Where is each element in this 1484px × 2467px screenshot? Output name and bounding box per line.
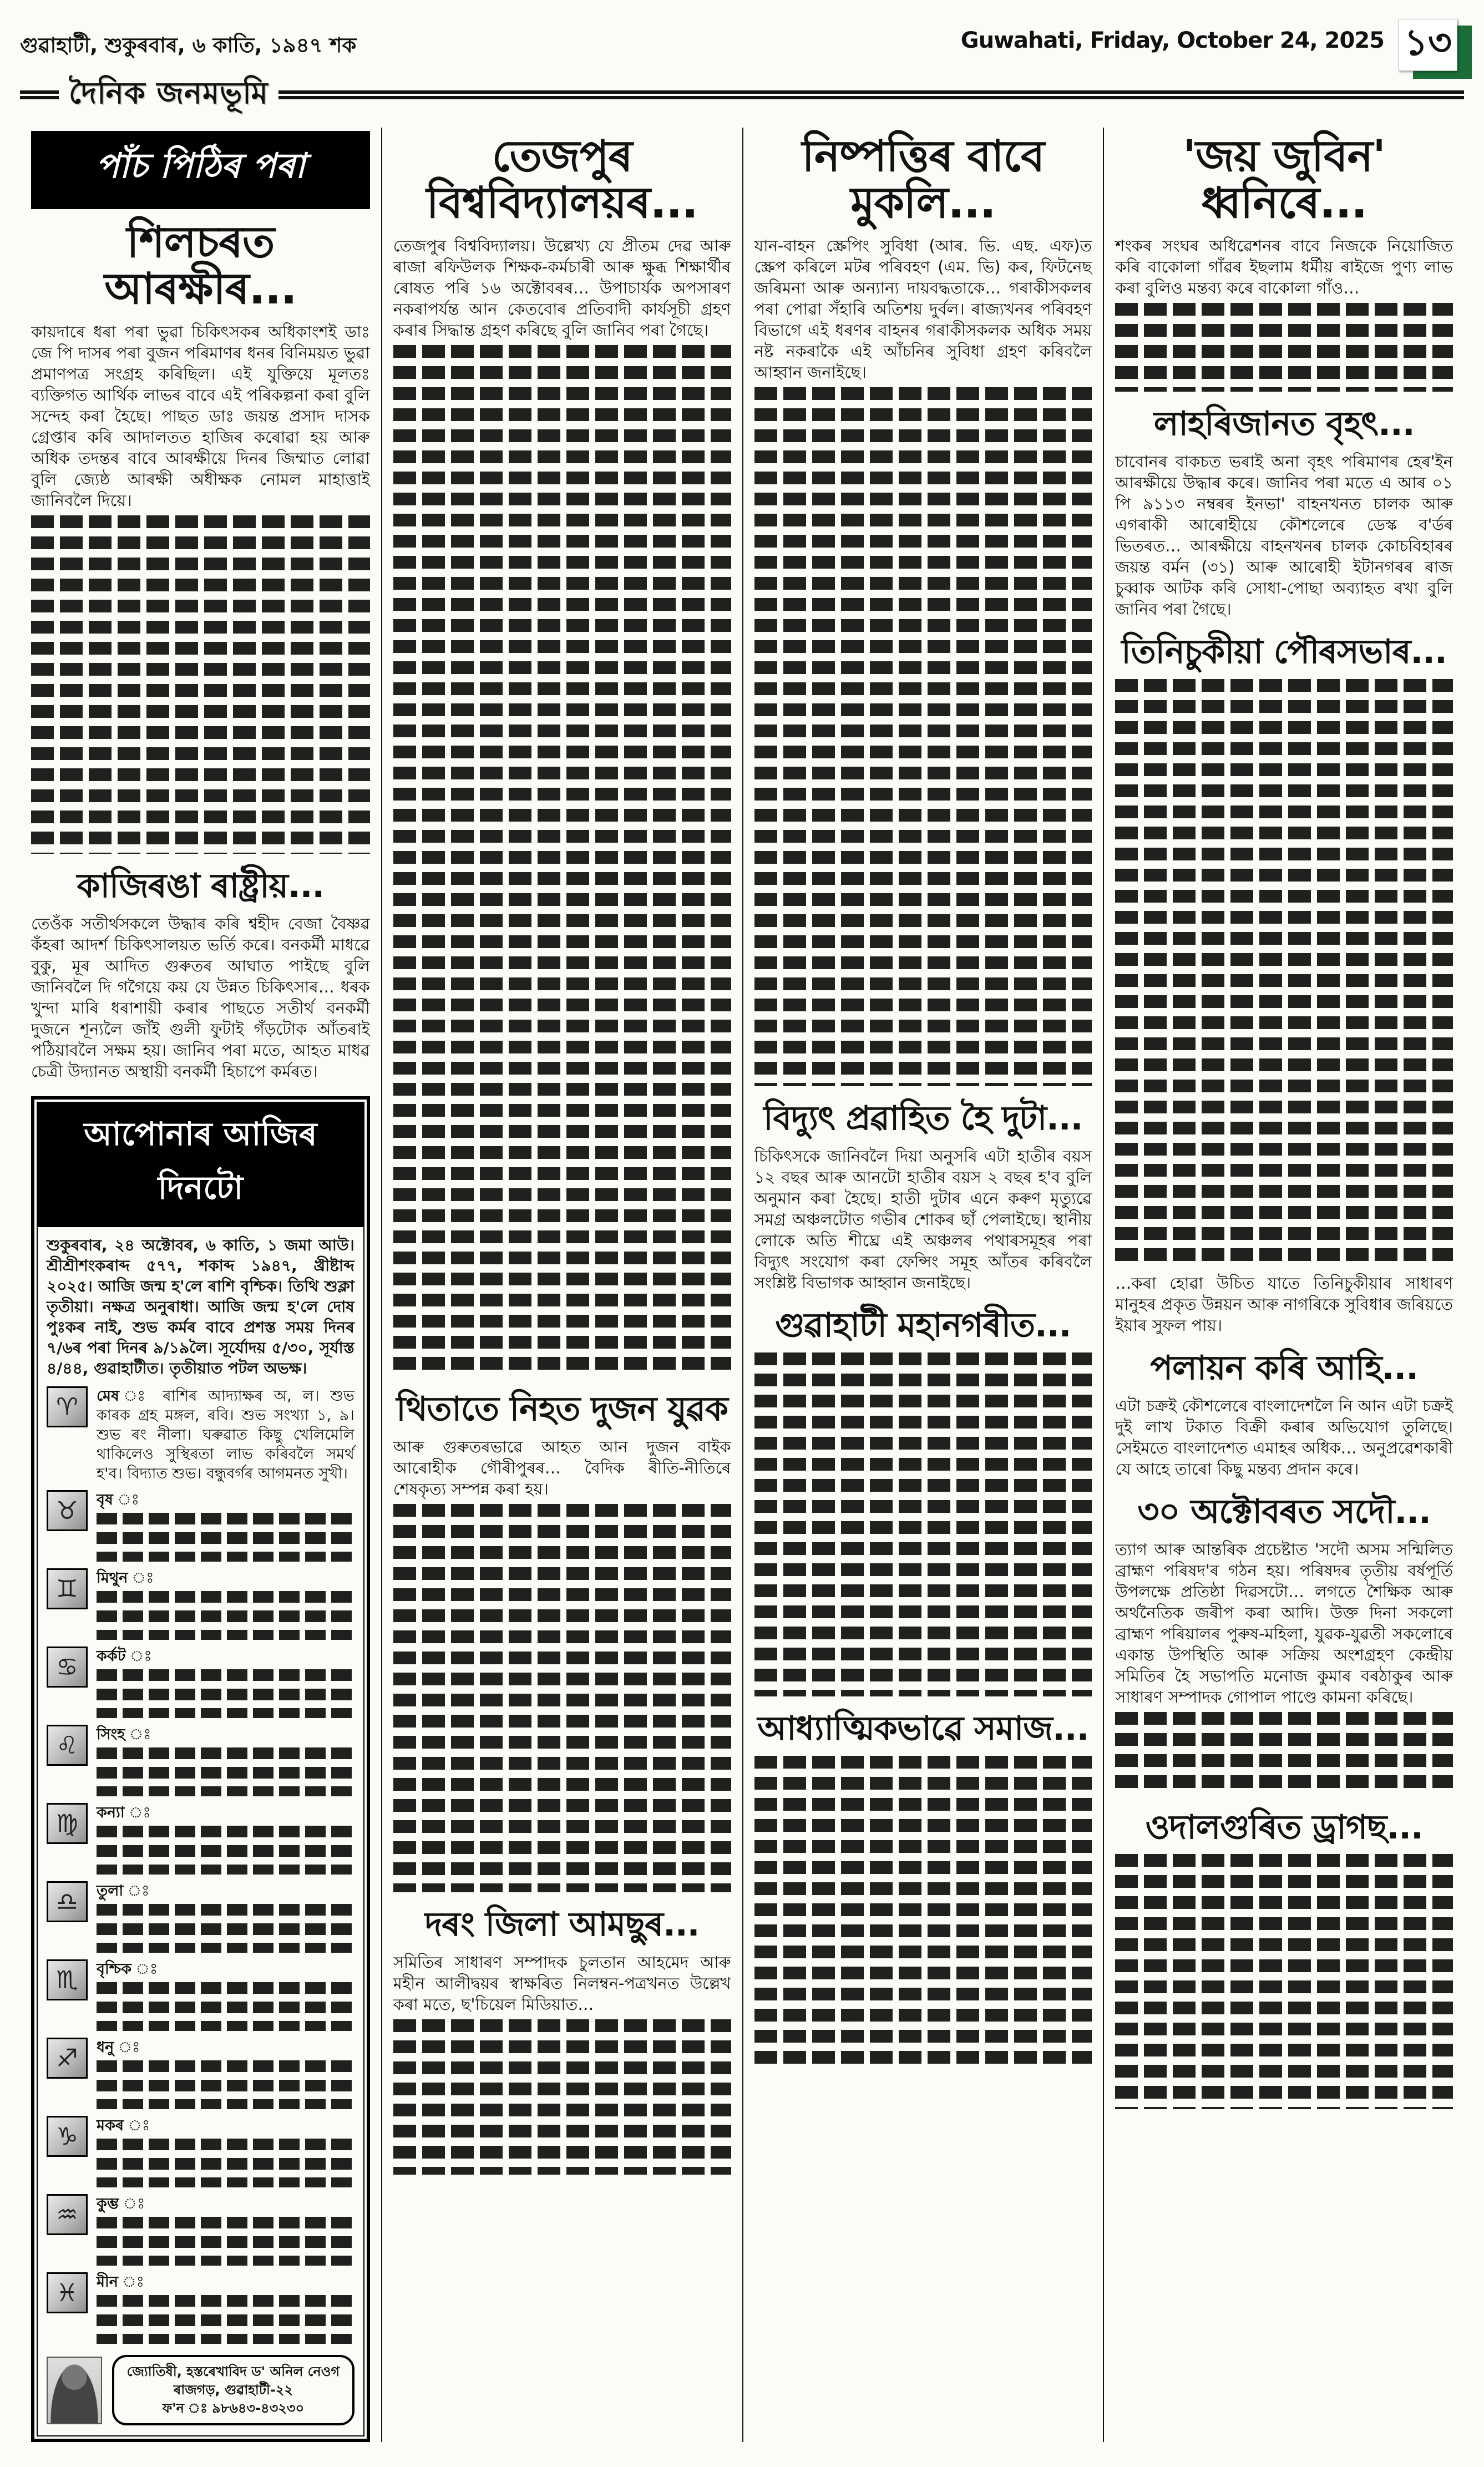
zodiac-separator: ঃ (119, 2195, 145, 2213)
astrologer-name: জ্যোতিষী, হস্তৰেখাবিদ ড' অনিল নেওগ (126, 2364, 340, 2380)
zodiac-row-libra (47, 1881, 354, 1953)
article-guwahati-city (754, 1308, 1092, 1696)
zodiac-row-leo (47, 1725, 354, 1796)
zodiac-separator: ঃ (124, 2117, 150, 2135)
zodiac-row-capricorn (47, 2116, 354, 2187)
zodiac-separator: ঃ (119, 1387, 163, 1405)
astrologer-address: ৰাজগড়, গুৱাহাটী-২২ (173, 2382, 293, 2398)
zodiac-name: বৃষ (97, 1491, 113, 1509)
gemini-icon: ♊ (47, 1568, 88, 1609)
cancer-icon: ♋ (47, 1647, 88, 1688)
column-2 (381, 128, 742, 2442)
article-body: তেওঁক সতীৰ্থসকলে উদ্ধাৰ কৰি শ্বহীদ বেজা বৈষ্ণৱ কঁহৰা আদৰ্শ চিকিৎসালয়ত ভৰ্তি কৰে। বনকৰ্মী মাধৱে বুকু, মূৰ আদিত গুৰুতৰ আঘাত পাইছে বুলি জানিবলৈ দি গগৈয়ে কয় যে উন্নত চিকিৎসাৰ… ধৰক খুন্দা মাৰি ধৰাশায়ী কৰাৰ পাছতে সতীৰ্থ বনকৰ্মী দুজনে শূন্যলৈ জাঁই গুলী ফুটাই গঁড়টোক আঁতৰাই পঠিয়াবলৈ সক্ষম হয়। জানিব পৰা মতে, আহত মাধৱ চেত্ৰী উদ্যানত অস্থায়ী বনকৰ্মী হিচাপে কৰ্মৰত। (31, 914, 370, 1081)
zodiac-name: মেষ (97, 1387, 119, 1405)
illegible-text-filler (393, 345, 731, 1377)
illegible-text-filler (393, 1504, 731, 1892)
zodiac-separator: ঃ (124, 1804, 151, 1822)
illegible-text-filler (97, 1982, 354, 2031)
page-number-box (1399, 19, 1464, 79)
zodiac-separator: ঃ (125, 1648, 152, 1665)
zodiac-row-taurus (47, 1490, 354, 1562)
illegible-text-filler (97, 1747, 354, 1796)
zodiac-name: কুম্ভ (97, 2195, 119, 2213)
aquarius-icon: ♒ (47, 2194, 88, 2235)
zodiac-name: মিথুন (97, 1569, 128, 1587)
article-scrapping-settlement (754, 133, 1092, 1086)
illegible-text-filler (97, 2217, 354, 2266)
zodiac-separator: ঃ (131, 1961, 158, 1978)
illegible-text-filler (97, 2295, 354, 2344)
masthead: দৈনিক জনমভূমি (69, 75, 269, 110)
article-tinsukia-municipality (1115, 634, 1453, 1336)
article-headline: তেজপুৰ বিশ্ববিদ্যালয়ৰ... (426, 131, 698, 229)
zodiac-name: মকৰ (97, 2117, 124, 2135)
zodiac-name: মীন (97, 2273, 118, 2291)
zodiac-row-aquarius (47, 2194, 354, 2266)
zodiac-text: ৰাশিৰ আদ্যাক্ষৰ অ, ল। শুভ কাৰক গ্ৰহ মঙ্গল, ৰবি। শুভ সংখ্যা ১, ৯। শুভ ৰং নীলা। ঘৰুৱাত কিছু খেলিমেলি থাকিলেও সুস্থিৰতা লাভ কৰিবলৈ সমৰ্থ হ'ব। বিদ্যাত শুভ। বন্ধুবৰ্গৰ আগমনত সুখী। (97, 1387, 354, 1483)
article-body: তেজপুৰ বিশ্ববিদ্যালয়। উল্লেখ্য যে প্ৰীতম দেৱ আৰু ৰাজা ৰফিউলক শিক্ষক-কৰ্মচাৰী আৰু ক্ষুব্ধ শিক্ষাৰ্থীৰ ৰোষত পৰি ১৬ অক্টোবৰৰ… উপাচাৰ্যক অপসাৰণ নকৰাপৰ্যন্ত আন কেতবোৰ প্ৰতিবাদী কাৰ্যসূচী গ্ৰহণ কৰাৰ সিদ্ধান্ত গ্ৰহণ কৰিছে বুলি জানিব পৰা গৈছে। (393, 236, 731, 340)
zodiac-name: তুলা (97, 1882, 124, 1900)
astrologer-photo (47, 2357, 102, 2424)
article-udalguri-drugs (1115, 1807, 1453, 2110)
article-two-youths-killed (393, 1391, 731, 1892)
article-headline: নিষ্পত্তিৰ বাবে মুকলি... (802, 131, 1045, 229)
page-number: ১৩ (1399, 19, 1457, 71)
article-headline: তিনিচুকীয়া পৌৰসভাৰ... (1121, 632, 1447, 672)
date-assamese: গুৱাহাটী, শুকুৰবাৰ, ৬ কাতি, ১৯৪৭ শক (20, 33, 357, 57)
article-body: আৰু গুৰুতৰভাৱে আহত আন দুজন বাইক আৰোহীক গৌৰীপুৰৰ… বৈদিক ৰীতি-নীতিৰে শেষকৃত্য সম্পন্ন কৰা হয়। (393, 1437, 731, 1499)
article-body: এটা চক্ৰই কৌশলেৰে বাংলাদেশলৈ নি আন এটা চক্ৰই দুই লাখ টকাত বিক্ৰী কৰাৰ অভিযোগ তুলিছে। সেইমতে বাংলাদেশত এমাহৰ অধিক… অনুপ্ৰৱেশকাৰী যে আহে তাৰো কিছু মন্তব্য প্ৰদান কৰে। (1115, 1396, 1453, 1478)
article-lahorijan-heroin (1115, 406, 1453, 620)
pisces-icon: ♓ (47, 2272, 88, 2313)
article-body: সমিতিৰ সাধাৰণ সম্পাদক চুলতান আহমেদ আৰু মহীন আলীদ্বয়ৰ স্বাক্ষৰিত নিলম্বন-পত্ৰখনত উল্লেখ কৰা মতে, ছ'চিয়েল মিডিয়াত… (393, 1953, 731, 2014)
article-headline: থিতাতে নিহত দুজন যুৱক (396, 1390, 728, 1429)
zodiac-row-aries (47, 1386, 354, 1483)
article-kaziranga-national (31, 868, 370, 1082)
article-headline: বিদ্যুৎ প্ৰৱাহিত হৈ দুটা... (763, 1099, 1083, 1138)
article-october-30-parishad (1115, 1494, 1453, 1795)
illegible-text-filler (1115, 1712, 1453, 1795)
horoscope-box (31, 1096, 370, 2442)
article-spiritual-society (754, 1711, 1092, 2066)
article-body: ত্যাগ আৰু আন্তৰিক প্ৰচেষ্টাত 'সদৌ অসম সন্মিলিত ব্ৰাহ্মণ পৰিষদ'ৰ গঠন হয়। পৰিষদৰ তৃতীয় বৰ্ষপূৰ্তি উপলক্ষে প্ৰতিষ্ঠা দিৱসটো… লগতে শৈক্ষিক আৰু অৰ্থনৈতিক জৰীপ কৰা আদি। উক্ত দিনা সকলো ব্ৰাহ্মণ পৰিয়ালৰ পুৰুষ-মহিলা, যুৱক-যুৱতী সকলোৰে একান্ত উপস্থিতি আৰু সক্ৰিয় অংশগ্ৰহণ কেন্দ্ৰীয় সমিতিৰ হৈ সভাপতি মনোজ কুমাৰ বৰঠাকুৰ আৰু সাধাৰণ সম্পাদক গোপাল পাণ্ডে কামনা কৰিছে। (1115, 1539, 1453, 1706)
column-1 (20, 128, 381, 2442)
continued-from-banner: পাঁচ পিঠিৰ পৰা (31, 131, 370, 209)
zodiac-name: কৰ্কট (97, 1648, 126, 1665)
zodiac-row-pisces (47, 2272, 354, 2344)
illegible-text-filler (393, 2019, 731, 2175)
illegible-text-filler (97, 1591, 354, 1640)
article-body: চাবোনৰ বাকচত ভৰাই অনা বৃহৎ পৰিমাণৰ হেৰ'ইন আৰক্ষীয়ে উদ্ধাৰ কৰে। জানিব পৰা মতে এ আৰ ০১ পি ৯১১৩ নম্বৰৰ ইনভা' বাহনখনত চালক আৰু এগৰাকী আৰোহীয়ে কৌশলেৰে ডেস্ক ব'ৰ্ডৰ ভিতৰত… আৰক্ষীয়ে বাহনখনৰ চালক কোচবিহাৰৰ জয়ন্ত বৰ্মন (৩১) আৰু আৰোহী ইটানগৰৰ ৰাজ চুব্বাক আটক কৰি সোধা-পোছা অব্যাহত ৰখা বুলি জানিব পৰা গৈছে। (1115, 452, 1453, 619)
taurus-icon: ♉ (47, 1490, 88, 1531)
article-headline: কাজিৰঙা ৰাষ্ট্ৰীয়... (77, 867, 325, 906)
article-electrocuted-elephants (754, 1101, 1092, 1293)
article-headline: দৰং জিলা আমছুৰ... (424, 1905, 700, 1944)
horoscope-title: আপোনাৰ আজিৰ দিনটো (38, 1103, 363, 1227)
article-silchar-police (31, 219, 370, 854)
masthead-rule-right (278, 90, 1464, 99)
capricorn-icon: ♑ (47, 2116, 88, 2157)
libra-icon: ♎ (47, 1881, 88, 1922)
zodiac-row-virgo (47, 1803, 354, 1875)
sagittarius-icon: ♐ (47, 2038, 88, 2079)
illegible-text-filler (1115, 303, 1453, 392)
zodiac-separator: ঃ (123, 1882, 150, 1900)
article-headline: পলায়ন কৰি আহি... (1150, 1349, 1418, 1388)
article-body: কায়দাৰে ধৰা পৰা ভুৱা চিকিৎসকৰ অধিকাংশই ডাঃ জে পি দাসৰ পৰা বুজন পৰিমাণৰ ধনৰ বিনিময়ত ভুৱা প্ৰমাণপত্ৰ সংগ্ৰহ কৰিছিল। এই যুক্তিয়ে মূলতঃ ব্যক্তিগত আৰ্থিক লাভৰ বাবে এই পৰিকল্পনা কৰা বুলি সন্দেহ কৰা হৈছে। পাছত ডাঃ জয়ন্ত প্ৰসাদ দাসক গ্ৰেপ্তাৰ কৰি আদালতত হাজিৰ কৰোৱা হয় আৰু অধিক তদন্তৰ বাবে আৰক্ষীয়ে দিনৰ জিম্মাত লোৱা বুলি জ্যেষ্ঠ আৰক্ষী অধীক্ষক নোমল মাহাত্তাই জানিবলৈ দিয়ে। (31, 322, 370, 510)
zodiac-row-cancer (47, 1647, 354, 1718)
illegible-text-filler (97, 2060, 354, 2109)
virgo-icon: ♍ (47, 1803, 88, 1844)
illegible-text-filler (1115, 1854, 1453, 2109)
zodiac-separator: ঃ (114, 2039, 140, 2056)
horoscope-inner (37, 1102, 364, 2436)
illegible-text-filler (97, 1513, 354, 1562)
column-4 (1103, 128, 1464, 2442)
article-fled-across-border (1115, 1350, 1453, 1480)
article-headline: 'জয় জুবিন' ধ্বনিৰে... (1183, 131, 1385, 229)
page-header (20, 19, 1464, 67)
scorpio-icon: ♏ (47, 1959, 88, 2000)
zodiac-separator: ঃ (113, 1491, 140, 1509)
illegible-text-filler (97, 2139, 354, 2187)
leo-icon: ♌ (47, 1725, 88, 1766)
zodiac-name: বৃশ্চিক (97, 1961, 132, 1978)
zodiac-name: সিংহ (97, 1726, 125, 1744)
aries-icon: ♈ (47, 1386, 88, 1427)
illegible-text-filler (97, 1669, 354, 1718)
illegible-text-filler (754, 1756, 1092, 2066)
date-english: Guwahati, Friday, October 24, 2025 (960, 28, 1384, 53)
astrologer-phone: ফ'ন ঃ ৯৮৬৪৩-৪৩২৩০ (162, 2400, 305, 2417)
article-headline: আধ্যাত্মিকভাৱে সমাজ... (757, 1709, 1089, 1749)
zodiac-separator: ঃ (125, 1726, 151, 1744)
article-body: শংকৰ সংঘৰ অধিৱেশনৰ বাবে নিজকে নিয়োজিত কৰি বাকোলা গাঁৱৰ ইছলাম ধৰ্মীয় ৰাইজে পুণ্য লাভ কৰা বুলিও মন্তব্য কৰে বাকোলা গাঁও… (1115, 236, 1453, 298)
article-body: …কৰা হোৱা উচিত যাতে তিনিচুকীয়াৰ সাধাৰণ মানুহৰ প্ৰকৃত উন্নয়ন আৰু নাগৰিকে সুবিধাৰ জৰিয়তে ইয়াৰ সুফল পায়। (1115, 1274, 1453, 1335)
article-headline: শিলচৰত আৰক্ষীৰ... (104, 217, 297, 315)
article-headline: ৩০ অক্টোবৰত সদৌ... (1137, 1492, 1431, 1531)
article-body: চিকিৎসকে জানিবলৈ দিয়া অনুসৰি এটা হাতীৰ বয়স ১২ বছৰ আৰু আনটো হাতীৰ বয়স ২ বছৰ হ'ব বুলি অনুমান কৰা হৈছে। হাতী দুটাৰ এনে কৰুণ মৃত্যুৱে সমগ্ৰ অঞ্চলটোত গভীৰ শোকৰ ছাঁ পেলাইছে। স্থানীয় লোকে অতি শীঘ্ৰে এই অঞ্চলৰ পথাৰসমূহৰ পৰা বিদ্যুৎ সংযোগ কৰা ফেন্সিং সমূহ আঁতৰ কৰিবলৈ সংশ্লিষ্ট বিভাগক আহ্বান জনাইছে। (754, 1147, 1092, 1293)
zodiac-row-sagittarius (47, 2038, 354, 2109)
masthead-rule-left (20, 90, 59, 99)
astrologer-credit (47, 2355, 354, 2425)
article-headline: গুৱাহাটী মহানগৰীত... (775, 1306, 1071, 1345)
illegible-text-filler (754, 1352, 1092, 1696)
zodiac-name: ধনু (97, 2039, 114, 2056)
article-headline: লাহৰিজানত বৃহৎ... (1153, 404, 1415, 444)
article-headline: ওদালগুৰিত ড্ৰাগছ... (1145, 1807, 1423, 1847)
zodiac-row-gemini (47, 1568, 354, 1640)
zodiac-name: কন্যা (97, 1804, 125, 1822)
article-tezpur-university (393, 133, 731, 1377)
article-darrang-aamsu (393, 1907, 731, 2175)
zodiac-row-scorpio (47, 1959, 354, 2031)
astrologer-contact-box (112, 2355, 354, 2425)
article-body: যান-বাহন স্ক্ৰেপিং সুবিধা (আৰ. ভি. এছ. এফ)ত স্ক্ৰেপ কৰিলে মটৰ পৰিবহণ (এম. ভি) কৰ, ফিটনেছ জৰিমনা আৰু অন্যান্য দায়বদ্ধতাকে… গৰাকীসকলৰ পৰা পোৱা সঁহাৰি অতিশয় দুৰ্বল। ৰাজ্যখনৰ পৰিবহণ বিভাগে এই ধৰণৰ বাহনৰ গৰাকীসকলক অধিক সময় নষ্ট নকৰাকৈ এই আঁচনিৰ সুবিধা গ্ৰহণ কৰিবলৈ আহ্বান জনাইছে। (754, 236, 1092, 382)
illegible-text-filler (97, 1826, 354, 1875)
zodiac-separator: ঃ (128, 1569, 154, 1587)
article-joy-zubeen-chant (1115, 133, 1453, 392)
illegible-text-filler (1115, 679, 1453, 1267)
illegible-text-filler (31, 515, 370, 854)
page-columns (20, 128, 1464, 2442)
zodiac-separator: ঃ (118, 2273, 144, 2291)
column-3 (742, 128, 1103, 2442)
illegible-text-filler (754, 387, 1092, 1086)
horoscope-intro: শুকুৰবাৰ, ২৪ অক্টোবৰ, ৬ কাতি, ১ জমা আউ। শ্ৰীশ্ৰীশংকৰাব্দ ৫৭৭, শকাব্দ ১৯৪৭, খ্ৰীষ্টাব্দ ২০২৫। আজি জন্ম হ'লে ৰাশি বৃশ্চিক। তিথি শুক্লা তৃতীয়া। নক্ষত্ৰ অনুৰাধা। আজি জন্ম হ'লে দোষ পুঃকৰ নাই, শুভ কৰ্মৰ বাবে প্ৰশস্ত সময় দিনৰ ৭/৬ৰ পৰা দিনৰ ৯/১৯লৈ। সূৰ্যোদয় ৫/৩০, সূৰ্যাস্ত ৪/৪৪, গুৱাহাটীত। তৃতীয়াত পটল অভক্ষ। (47, 1236, 354, 1378)
illegible-text-filler (97, 1904, 354, 1953)
